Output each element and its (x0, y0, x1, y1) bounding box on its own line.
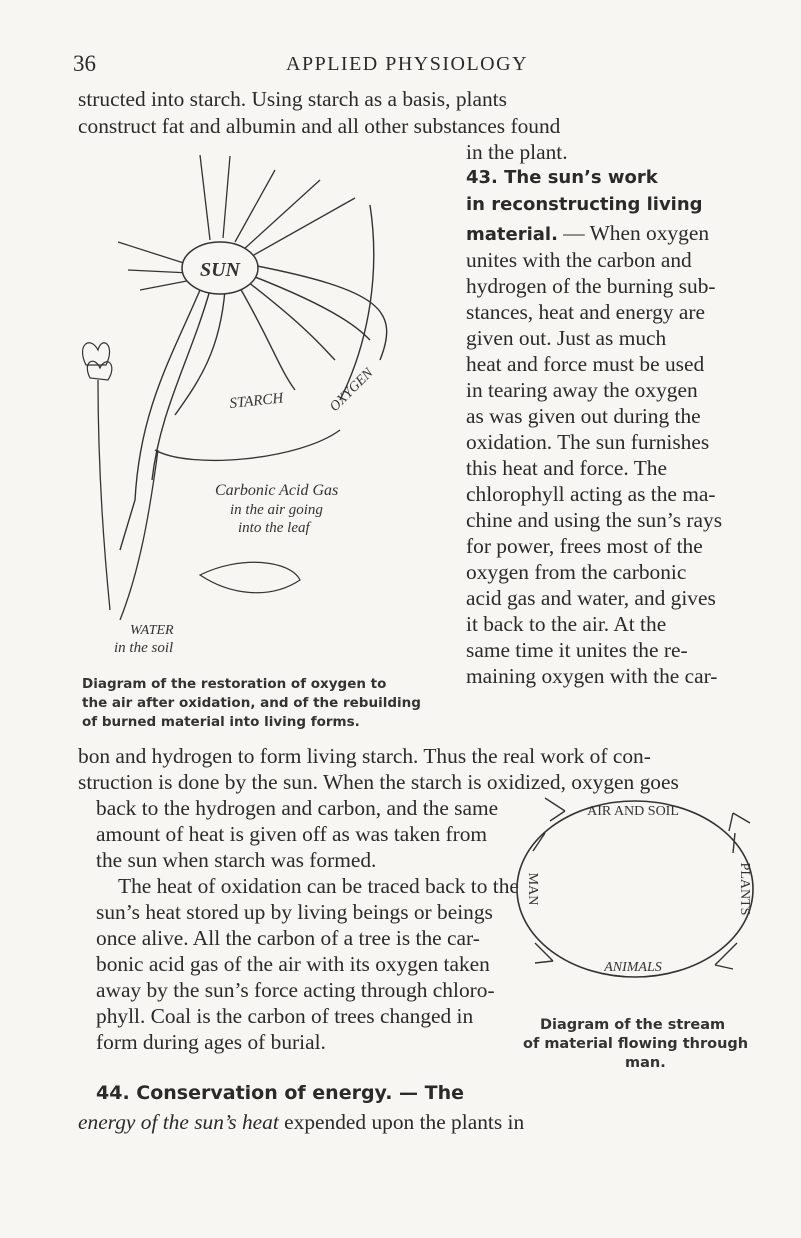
cycle-label-right: PLANTS (737, 862, 752, 916)
text-line: struction is done by the sun. When the starch is oxidized, oxygen goes (78, 770, 679, 794)
text-line: phyll. Coal is the carbon of trees changed in (96, 1004, 474, 1028)
text-line: structed into starch. Using starch as a basis, plants (78, 87, 507, 111)
cycle-outline (517, 801, 753, 977)
figure-caption: of burned material into living forms. (82, 714, 360, 730)
figure-caption: man. (625, 1055, 666, 1071)
soil-label: in the soil (114, 640, 174, 656)
water-label: WATER (130, 623, 174, 638)
text-line: unites with the carbon and (466, 248, 692, 272)
text-line: chlorophyll acting as the ma- (466, 482, 716, 506)
text-line: The heat of oxidation can be traced back to the (118, 874, 519, 898)
text-line: heat and force must be used (466, 352, 705, 376)
section-heading: material. (466, 224, 558, 245)
text-line: form during ages of burial. (96, 1030, 326, 1054)
leaf-icon (83, 343, 300, 593)
figure-caption: Diagram of the stream (540, 1017, 726, 1033)
cycle-label-bottom: ANIMALS (604, 960, 662, 975)
text-line: amount of heat is given off as was taken from (96, 822, 488, 846)
carbonic-acid-label: Carbonic Acid Gas (215, 482, 339, 499)
text-line: sun’s heat stored up by living beings or beings (96, 900, 493, 924)
cycle-arrows (533, 798, 750, 969)
carbonic-acid-label-3: into the leaf (238, 520, 310, 536)
text-line: maining oxygen with the car- (466, 664, 718, 688)
text-line (466, 220, 709, 248)
italic-run: energy of the sun’s heat (78, 1110, 279, 1134)
text-line: given out. Just as much (466, 326, 667, 350)
cycle-diagram (505, 793, 775, 1003)
running-title: APPLIED PHYSIOLOGY (286, 53, 529, 75)
figure-caption: of material flowing through (523, 1036, 749, 1052)
figure-caption: the air after oxidation, and of the rebuilding (82, 695, 421, 711)
text-line: back to the hydrogen and carbon, and the same (96, 796, 499, 820)
section-heading: 44. Conservation of energy. — The (96, 1082, 465, 1104)
cycle-label-left: MAN (525, 872, 540, 906)
text-line: as was given out during the (466, 404, 701, 428)
sun-label: SUN (199, 259, 241, 281)
text-run: — When oxygen (557, 221, 710, 245)
figure-caption: Diagram of the restoration of oxygen to (82, 676, 387, 692)
text-line: oxidation. The sun furnishes (466, 430, 710, 454)
text-line: stances, heat and energy are (466, 300, 705, 324)
starch-label: STARCH (228, 390, 285, 412)
cycle-label-top: AIR AND SOIL (587, 804, 679, 819)
text-line: oxygen from the carbonic (466, 560, 687, 584)
text-line: acid gas and water, and gives (466, 586, 716, 610)
oxygen-label: OXYGEN (327, 365, 377, 415)
text-line: chine and using the sun’s rays (466, 508, 723, 532)
text-line: this heat and force. The (466, 456, 667, 480)
text-line: away by the sun’s force acting through chloro- (96, 978, 495, 1002)
text-line: construct fat and albumin and all other substances found (78, 114, 561, 138)
text-line: same time it unites the re- (466, 638, 688, 662)
text-run: expended upon the plants in (278, 1110, 525, 1134)
text-line: bonic acid gas of the air with its oxygen taken (96, 952, 490, 976)
text-line: hydrogen of the burning sub- (466, 274, 716, 298)
text-line: in tearing away the oxygen (466, 378, 698, 402)
section-heading: 43. The sun’s work (466, 167, 658, 188)
text-line: for power, frees most of the (466, 534, 703, 558)
text-line: it back to the air. At the (466, 612, 667, 636)
section-heading: in reconstructing living (466, 194, 703, 215)
sun-diagram (80, 150, 460, 660)
text-line: once alive. All the carbon of a tree is the car- (96, 926, 480, 950)
text-line: the sun when starch was formed. (96, 848, 377, 872)
text-line: bon and hydrogen to form living starch. Thus the real work of con- (78, 744, 651, 768)
carbonic-acid-label-2: in the air going (230, 502, 323, 518)
text-line: in the plant. (466, 140, 568, 164)
page-number: 36 (73, 51, 96, 76)
text-line (78, 1109, 524, 1136)
